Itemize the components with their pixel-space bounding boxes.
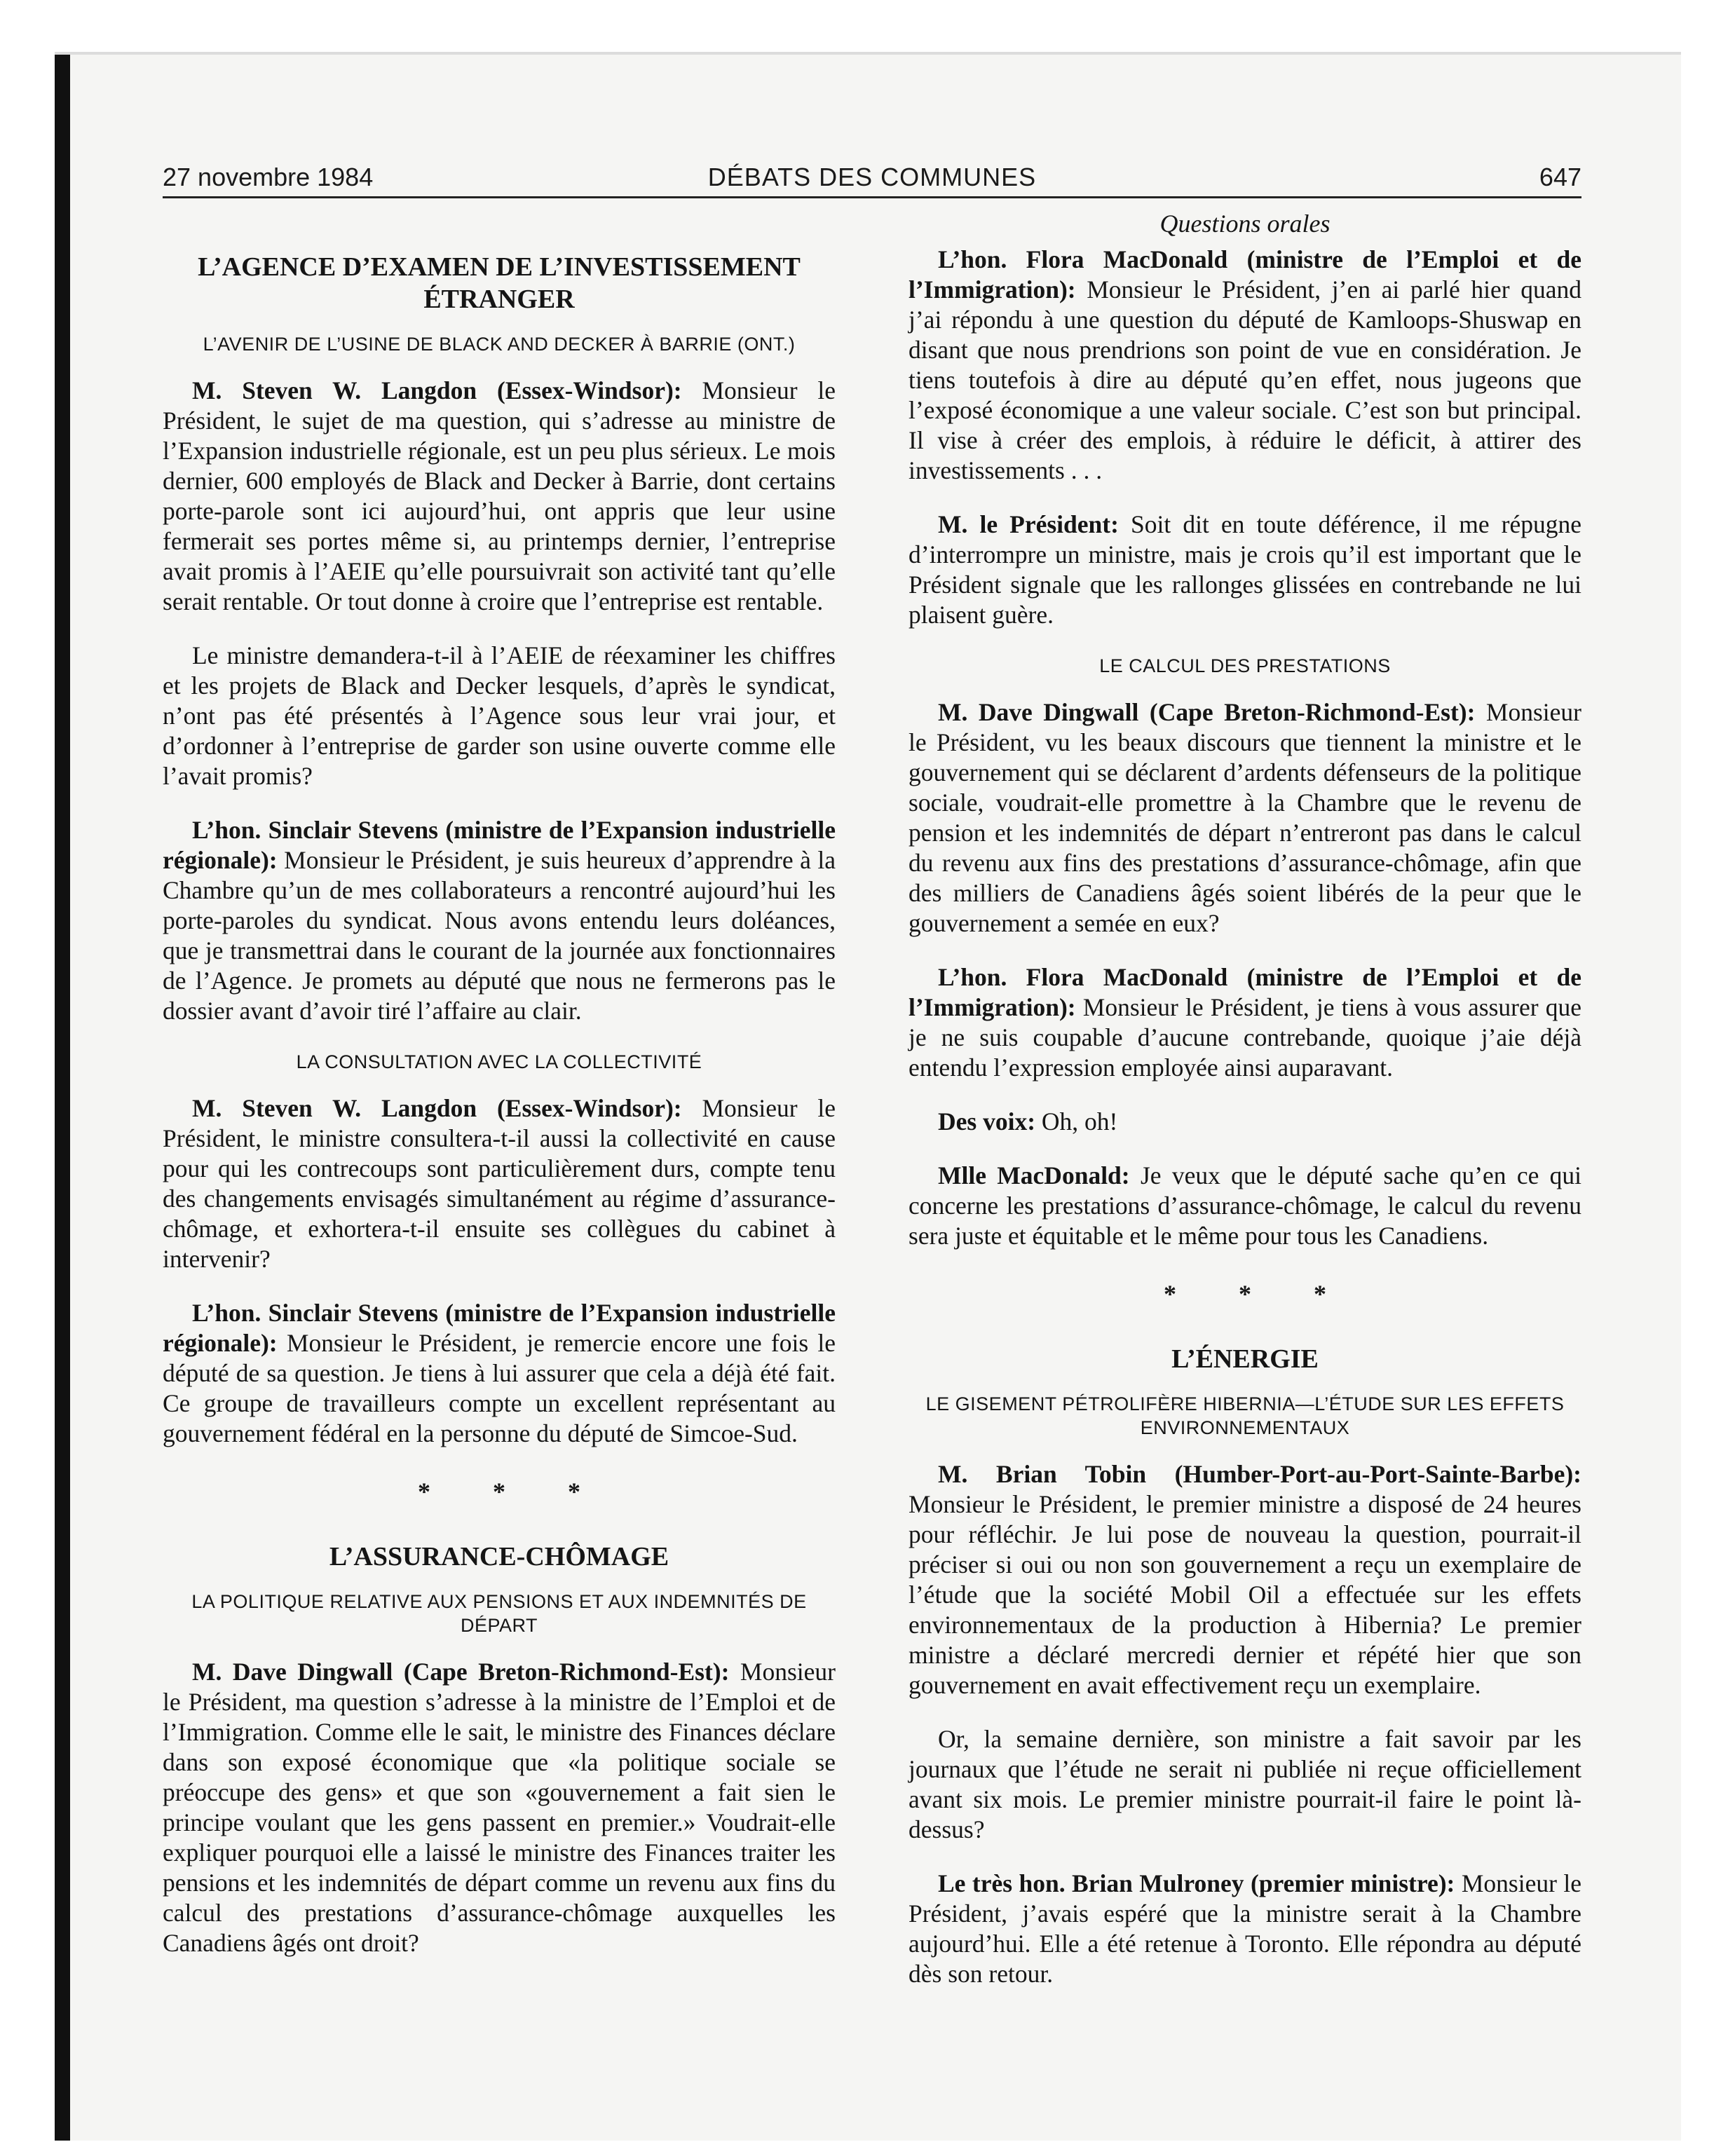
paragraph-text: Oh, oh! xyxy=(1041,1107,1118,1135)
speaker: M. Steven W. Langdon (Essex-Windsor): xyxy=(192,1094,682,1122)
section-subtitle: LA POLITIQUE RELATIVE AUX PENSIONS ET AUX INDEMNITÉS DE DÉPART xyxy=(191,1591,807,1636)
section-subtitle: LE GISEMENT PÉTROLIFÈRE HIBERNIA—L’ÉTUDE SUR LES EFFETS ENVIRONNEMENTAUX xyxy=(925,1393,1565,1438)
paragraph xyxy=(909,1459,1581,1700)
header-title: DÉBATS DES COMMUNES xyxy=(707,163,1037,191)
paragraph xyxy=(909,1724,1581,1845)
scan-border xyxy=(55,52,70,2141)
speaker: M. Brian Tobin (Humber-Port-au-Port-Sainte-Barbe): xyxy=(938,1460,1581,1488)
page-number: 647 xyxy=(1539,163,1581,191)
paragraph xyxy=(163,641,836,791)
paragraph-text: Monsieur le Président, le premier ministre a disposé de 24 heures pour réfléchir. Je lui pose de nouveau la question, pourrait-il préciser si oui ou non son gouvernement a reçu un exemplaire de l’étude que la société Mobil Oil a effectuée sur les effets environnementaux de la production à Hibernia? Le premier ministre a déclaré mercredi dernier et répété hier que son gouvernement en avait effectivement reçu un exemplaire. xyxy=(909,1490,1581,1699)
paragraph-text: Monsieur le Président, vu les beaux discours que tiennent la ministre et le gouvernement qui se déclarent d’ardents défenseurs de la politique sociale, voudrait-elle promettre à la Chambre que le revenu de pension et les indemnités de départ n’entreront pas dans le calcul du revenu aux fins des prestations d’assurance-chômage, afin que des milliers de Canadiens âgés soient libérés de la peur que le gouvernement a semée en eux? xyxy=(909,698,1581,937)
paragraph xyxy=(909,510,1581,630)
paragraph xyxy=(909,1107,1581,1137)
header-date: 27 novembre 1984 xyxy=(163,163,374,191)
section-title: L’ÉNERGIE xyxy=(1171,1344,1319,1374)
running-subhead: Questions orales xyxy=(1159,210,1331,238)
section-title: L’AGENCE D’EXAMEN DE L’INVESTISSEMENT ÉTRANGER xyxy=(198,252,801,314)
paragraph xyxy=(163,376,836,617)
speaker: L’hon. Flora MacDonald (ministre de l’Emploi et de l’Immigration): xyxy=(909,963,1581,1021)
speaker: M. Dave Dingwall (Cape Breton-Richmond-Est): xyxy=(192,1658,730,1686)
paragraph-text: Monsieur le Président, je tiens à vous assurer que je ne suis coupable d’aucune contrebande, quoique j’aie déjà entendu l’expression employée ainsi auparavant. xyxy=(909,993,1581,1082)
paragraph-text: Monsieur le Président, je suis heureux d’apprendre à la Chambre qu’un de mes collaborateurs a rencontré aujourd’hui les porte-paroles du syndicat. Nous avons entendu leurs doléances, que je transmettrai dans le courant de la journée aux fonctionnaires de l’Agence. Je promets au député que nous ne fermerons pas le dossier avant d’avoir tiré l’affaire au clair. xyxy=(163,846,836,1025)
paragraph xyxy=(163,1093,836,1274)
speaker: Mlle MacDonald: xyxy=(938,1161,1130,1189)
paragraph-text: Monsieur le Président, le sujet de ma question, qui s’adresse au ministre de l’Expansion industrielle régionale, est un peu plus sérieux. Le mois dernier, 600 employés de Black and Decker à Barrie, dont certains porte-parole sont ici aujourd’hui, ont appris que leur usine fermerait ses portes même si, au printemps dernier, l’entreprise avait promis à l’AEIE qu’elle poursuivrait son activité tant qu’elle serait rentable. Or tout donne à croire que l’entreprise est rentable. xyxy=(163,376,836,615)
paragraph xyxy=(909,697,1581,939)
right-column xyxy=(909,210,1581,2013)
paragraph xyxy=(163,815,836,1026)
speaker: M. Steven W. Langdon (Essex-Windsor): xyxy=(192,376,682,404)
paragraph-text: Soit dit en toute déférence, il me répugne d’interrompre un ministre, mais je crois qu’il est important que le Président signale que les rallonges glissées en contrebande ne lui plaisent guère. xyxy=(909,510,1582,629)
paragraph xyxy=(909,245,1581,486)
section-subtitle: L’AVENIR DE L’USINE DE BLACK AND DECKER À BARRIE (ONT.) xyxy=(203,334,796,355)
paragraph-text: Monsieur le Président, j’avais espéré que la ministre serait à la Chambre aujourd’hui. Elle a été retenue à Toronto. Elle répondra au député dès son retour. xyxy=(909,1869,1582,1988)
speaker: Des voix: xyxy=(938,1107,1036,1135)
speaker: L’hon. Sinclair Stevens (ministre de l’Expansion industrielle régionale): xyxy=(163,816,836,874)
section-title: L’ASSURANCE-CHÔMAGE xyxy=(329,1542,669,1571)
left-column xyxy=(163,210,836,1982)
section-separator: * * * xyxy=(1164,1280,1354,1308)
section-separator: * * * xyxy=(418,1478,608,1506)
paragraph-text: Or, la semaine dernière, son ministre a fait savoir par les journaux que l’étude ne serait ni publiée ni reçue officiellement avant six mois. Le premier ministre pourrait-il faire le point là-dessus? xyxy=(909,1725,1581,1843)
paragraph-text: Monsieur le Président, le ministre consultera-t-il aussi la collectivité en cause pour qui les contrecoups sont particulièrement durs, compte tenu des changements envisagés simultanément au régime d’assurance-chômage, et exhortera-t-il ensuite ses collègues du cabinet à intervenir? xyxy=(163,1094,836,1273)
paragraph-text: Monsieur le Président, je remercie encore une fois le député de sa question. Je tiens à lui assurer que cela a déjà été fait. Ce groupe de travailleurs compte un excellent représentant au gouvernement fédéral en la personne du député de Simcoe-Sud. xyxy=(163,1329,836,1447)
header-rule xyxy=(163,196,1581,198)
speaker: M. le Président: xyxy=(938,510,1119,538)
speaker: Le très hon. Brian Mulroney (premier ministre): xyxy=(938,1869,1455,1897)
running-header xyxy=(163,157,1581,196)
section-subtitle: LE CALCUL DES PRESTATIONS xyxy=(1099,655,1391,676)
paragraph-text: Je veux que le député sache qu’en ce qui concerne les prestations d’assurance-chômage, le calcul du revenu sera juste et équitable et le même pour tous les Canadiens. xyxy=(909,1161,1582,1250)
speaker: M. Dave Dingwall (Cape Breton-Richmond-Est): xyxy=(938,698,1476,726)
paragraph xyxy=(163,1657,836,1958)
speaker: L’hon. Sinclair Stevens (ministre de l’Expansion industrielle régionale): xyxy=(163,1299,836,1357)
paragraph-text: Monsieur le Président, j’en ai parlé hier quand j’ai répondu à une question du député de Kamloops-Shuswap en disant que nous prendrions son point de vue en considération. Je tiens toutefois à dire au député qu’en effet, nous jugeons que l’exposé économique a une valeur sociale. C’est son but principal. Il vise à créer des emplois, à réduire le déficit, à attirer des investissements . . . xyxy=(909,275,1581,484)
paragraph-text: Le ministre demandera-t-il à l’AEIE de réexaminer les chiffres et les projets de Black and Decker lesquels, d’après le syndicat, n’ont pas été présentés à l’Agence sous leur vrai jour, et d’ordonner à l’entreprise de garder son usine ouverte comme elle l’avait promis? xyxy=(163,641,836,790)
speaker: L’hon. Flora MacDonald (ministre de l’Emploi et de l’Immigration): xyxy=(909,245,1581,303)
scan-top-edge xyxy=(55,52,1681,55)
paragraph xyxy=(909,1869,1581,1989)
paragraph xyxy=(909,1161,1581,1251)
paragraph xyxy=(163,1298,836,1449)
paragraph xyxy=(909,962,1581,1083)
paragraph-text: Monsieur le Président, ma question s’adresse à la ministre de l’Emploi et de l’Immigration. Comme elle le sait, le ministre des Finances déclare dans son exposé économique que «la politique sociale se préoccupe des gens» et que son «gouvernement a fait sien le principe voulant que les gens passent en premier.» Voudrait-elle expliquer pourquoi elle a laissé le ministre des Finances traiter les pensions et les indemnités de départ comme un revenu aux fins du calcul des prestations d’assurance-chômage auxquelles les Canadiens âgés ont droit? xyxy=(163,1658,836,1957)
section-subtitle: LA CONSULTATION AVEC LA COLLECTIVITÉ xyxy=(296,1051,702,1072)
